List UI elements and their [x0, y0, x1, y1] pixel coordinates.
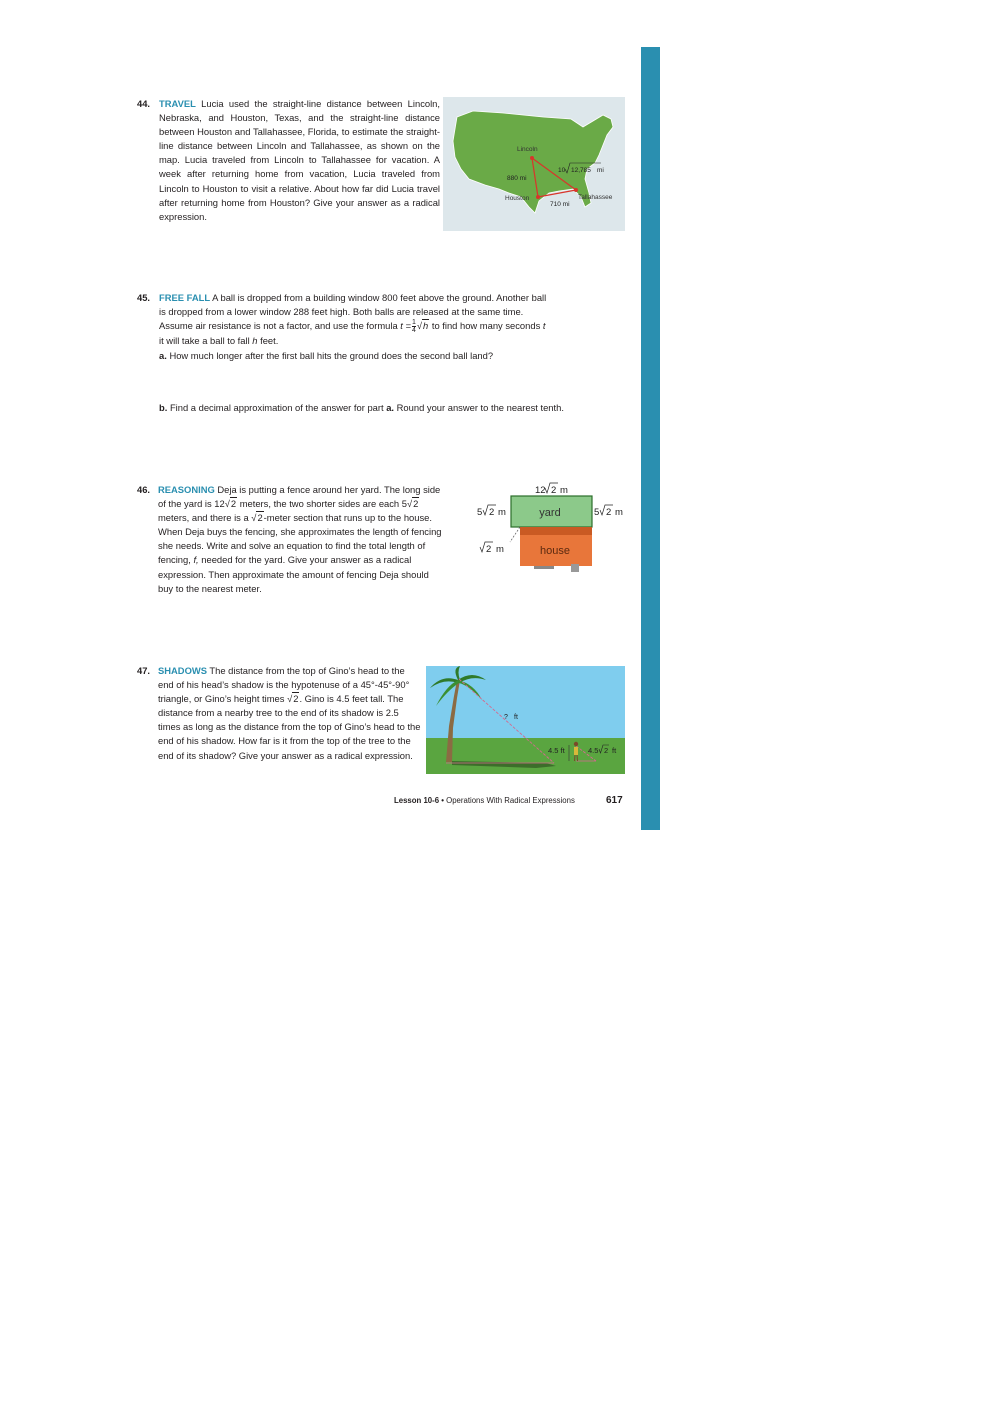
problem-45-text-a: A ball is dropped from a building window 800 feet above the ground. Another ball is dropped from a lower window 288 feet high. Both balls are released at the same time. Assume air resistance is not a factor, and use the formula — [159, 292, 547, 332]
yard-left-radicand: 2 — [489, 507, 495, 518]
problem-46-var-f: f, — [193, 554, 199, 566]
radicand-gino: 2 — [293, 693, 299, 705]
problem-45-fraction — [412, 319, 416, 334]
problem-46-text-5: needed for the yard. Give your answer as a radical expression. Then approximate the amount of fencing Deja should buy to the nearest meter. — [158, 554, 429, 594]
footer-title: Operations With Radical Expressions — [446, 796, 575, 805]
radicand-2: 2 — [413, 498, 419, 510]
radical-3: √2 — [251, 512, 263, 524]
yard-section-unit: m — [496, 544, 504, 555]
problem-45-var-h: h — [252, 335, 258, 347]
house-label: house — [540, 545, 570, 557]
shadow-figure — [426, 666, 625, 774]
radicand-1: 2 — [230, 498, 237, 510]
problem-46-keyword: REASONING — [158, 484, 215, 495]
yard-section-radicand: 2 — [486, 544, 492, 555]
yard-left-coef: 5 — [477, 507, 483, 518]
problem-46-text-3: meters, and there is a — [158, 512, 249, 524]
part-a-text: How much longer after the first ball hits the ground does the second ball land? — [169, 350, 494, 361]
problem-45-part-b — [159, 401, 577, 415]
problem-46-text-4: -meter section that runs up to the house. When Deja buys the fencing, she approximates the length of fencing she needs. Write and solve an equation to find the total length of fencing, — [158, 512, 442, 566]
problem-45-radical: √h — [416, 320, 429, 332]
problem-47-keyword: SHADOWS — [158, 665, 207, 676]
radical-2: √2 — [406, 498, 419, 510]
problem-46 — [158, 483, 442, 596]
problem-46-number: 46. — [137, 484, 151, 495]
radicand-3: 2 — [257, 512, 263, 524]
yard-label: yard — [539, 507, 561, 519]
map-houston-tallahassee-distance: 710 mi — [550, 201, 570, 208]
problem-46-text-1: Deja is putting a fence around her yard. The long side of the yard is 12 — [158, 484, 441, 510]
page-number: 617 — [606, 795, 623, 806]
map-houston-label: Houston — [505, 195, 530, 202]
problem-45-text-b: to find how many seconds — [431, 320, 541, 332]
problem-47-text-1: The distance from the top of Gino’s head to the end of his head’s shadow is the hypotenuse of a 45°-45°-90° triangle, or Gino’s height times — [158, 665, 410, 705]
yard-right-unit: m — [615, 507, 623, 518]
page-footer — [394, 796, 575, 805]
radical-gino: √2 — [287, 693, 299, 705]
problem-44 — [159, 97, 440, 224]
yard-top-radicand: 2 — [551, 485, 557, 496]
problem-45-var-t: t — [542, 320, 546, 332]
map-lincoln-houston-distance: 880 mi — [507, 175, 527, 182]
yard-top-coef: 12 — [535, 485, 546, 496]
problem-44-keyword: TRAVEL — [159, 98, 196, 109]
map-tallahassee-label: Tallahassee — [578, 194, 613, 201]
map-lincoln-tallahassee-radicand: 12,785 — [571, 167, 591, 174]
problem-47-text-2: . Gino is 4.5 feet tall. The distance from a nearby tree to the end of its shadow is 2.5 times as long as the distance from the top of Gino’s head to the end of his shadow. How far is it from the top of the tree to the end of its shadow? Give your answer as a radical expression. — [158, 693, 421, 761]
footer-lesson: Lesson 10-6 — [394, 796, 440, 805]
map-lincoln-tallahassee-unit: mi — [597, 167, 604, 174]
fraction-numerator: 1 — [411, 319, 416, 327]
problem-45-number: 45. — [137, 292, 151, 303]
problem-44-text: Lucia used the straight-line distance between Lincoln, Nebraska, and Houston, Texas, and the straight-line distance between Houston and Tallahassee, Florida, to estimate the straight-line distance between Lincoln and Tallahassee, as shown on the map. Lucia traveled from Lincoln to Tallahassee for vacation. A week after returning home from vacation, Lucia traveled from Lincoln to Houston to visit a relative. About how far did Lucia travel after returning home from Houston? Give your answer as a radical expression. — [159, 98, 440, 222]
gino-hypotenuse-coef: 4.5 — [588, 746, 599, 755]
problem-45 — [159, 291, 549, 348]
gino-hypotenuse-radicand: 2 — [604, 746, 609, 755]
fraction-denominator: 4 — [411, 327, 416, 335]
problem-47-number: 47. — [137, 665, 151, 676]
map-lincoln-tallahassee-coef: 10 — [558, 167, 566, 174]
radicand-h: h — [423, 320, 429, 332]
yard-right-radicand: 2 — [606, 507, 612, 518]
yard-right-coef: 5 — [594, 507, 600, 518]
yard-top-unit: m — [560, 485, 568, 496]
part-b-reference: a. — [386, 402, 395, 413]
map-lincoln-label: Lincoln — [517, 146, 538, 153]
yard-left-unit: m — [498, 507, 506, 518]
chapter-sidebar-bar — [641, 47, 660, 830]
problem-45-formula-lhs: t = — [400, 320, 411, 332]
problem-45-part-a — [159, 349, 548, 363]
gino-height-label: 4.5 ft — [548, 746, 565, 755]
problem-45-keyword: FREE FALL — [159, 292, 211, 303]
part-b-text-2: Round your answer to the nearest tenth. — [396, 402, 564, 413]
problem-45-text-c: it will take a ball to fall — [159, 335, 250, 347]
gino-hypotenuse-unit: ft — [612, 746, 617, 755]
part-b-text-1: Find a decimal approximation of the answer for part — [169, 402, 384, 413]
problem-47 — [158, 664, 422, 763]
part-a-label: a. — [159, 350, 167, 361]
radical-1: √2 — [224, 498, 237, 510]
us-map-figure — [443, 97, 625, 231]
yard-figure — [474, 480, 626, 575]
tree-hypotenuse-unit: ft — [514, 714, 518, 721]
problem-45-text-d: feet. — [260, 335, 279, 347]
part-b-label: b. — [159, 402, 168, 413]
problem-46-text-2: meters, the two shorter sides are each 5 — [239, 498, 407, 510]
tree-hypotenuse-question: ? — [504, 714, 508, 721]
footer-bullet: • — [441, 796, 444, 805]
problem-44-number: 44. — [137, 98, 151, 109]
